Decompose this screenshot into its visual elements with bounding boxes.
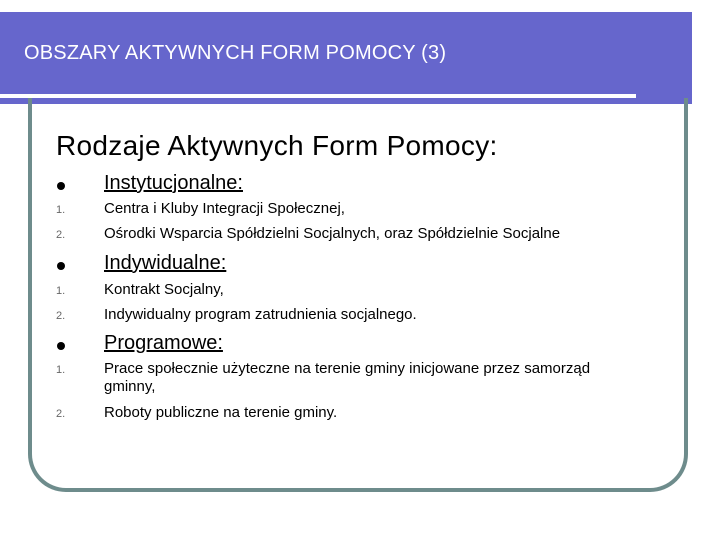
section-label-indywidualne: Indywidualne:: [104, 252, 227, 274]
bullet-dot: [57, 182, 65, 190]
section-label-programowe: Programowe:: [104, 332, 223, 354]
content-heading: Rodzaje Aktywnych Form Pomocy:: [56, 130, 498, 161]
list-item: Roboty publiczne na terenie gminy.: [104, 404, 338, 421]
list-number: 2.: [56, 229, 66, 241]
list-number: 1.: [56, 204, 66, 216]
list-number: 1.: [56, 364, 66, 376]
list-item: Ośrodki Wsparcia Spółdzielni Socjalnych, oraz Spółdzielnie Socjalne: [104, 225, 561, 242]
bullet-dot: [57, 342, 65, 350]
list-number: 2.: [56, 310, 66, 322]
list-number: 1.: [56, 285, 66, 297]
list-item: Prace społecznie użyteczne na terenie gminy inicjowane przez samorząd gminny,: [104, 360, 591, 395]
list-item: Centra i Kluby Integracji Społecznej,: [104, 200, 345, 217]
list-number: 2.: [56, 408, 66, 420]
bullet-dot: [57, 262, 65, 270]
list-item: Kontrakt Socjalny,: [104, 281, 224, 298]
frame-edge: [28, 104, 32, 116]
section-label-instytucjonalne: Instytucjonalne:: [104, 172, 243, 194]
slide-title: OBSZARY AKTYWNYCH FORM POMOCY (3): [24, 42, 447, 64]
list-item: Indywidualny program zatrudnienia socjalnego.: [104, 306, 417, 323]
